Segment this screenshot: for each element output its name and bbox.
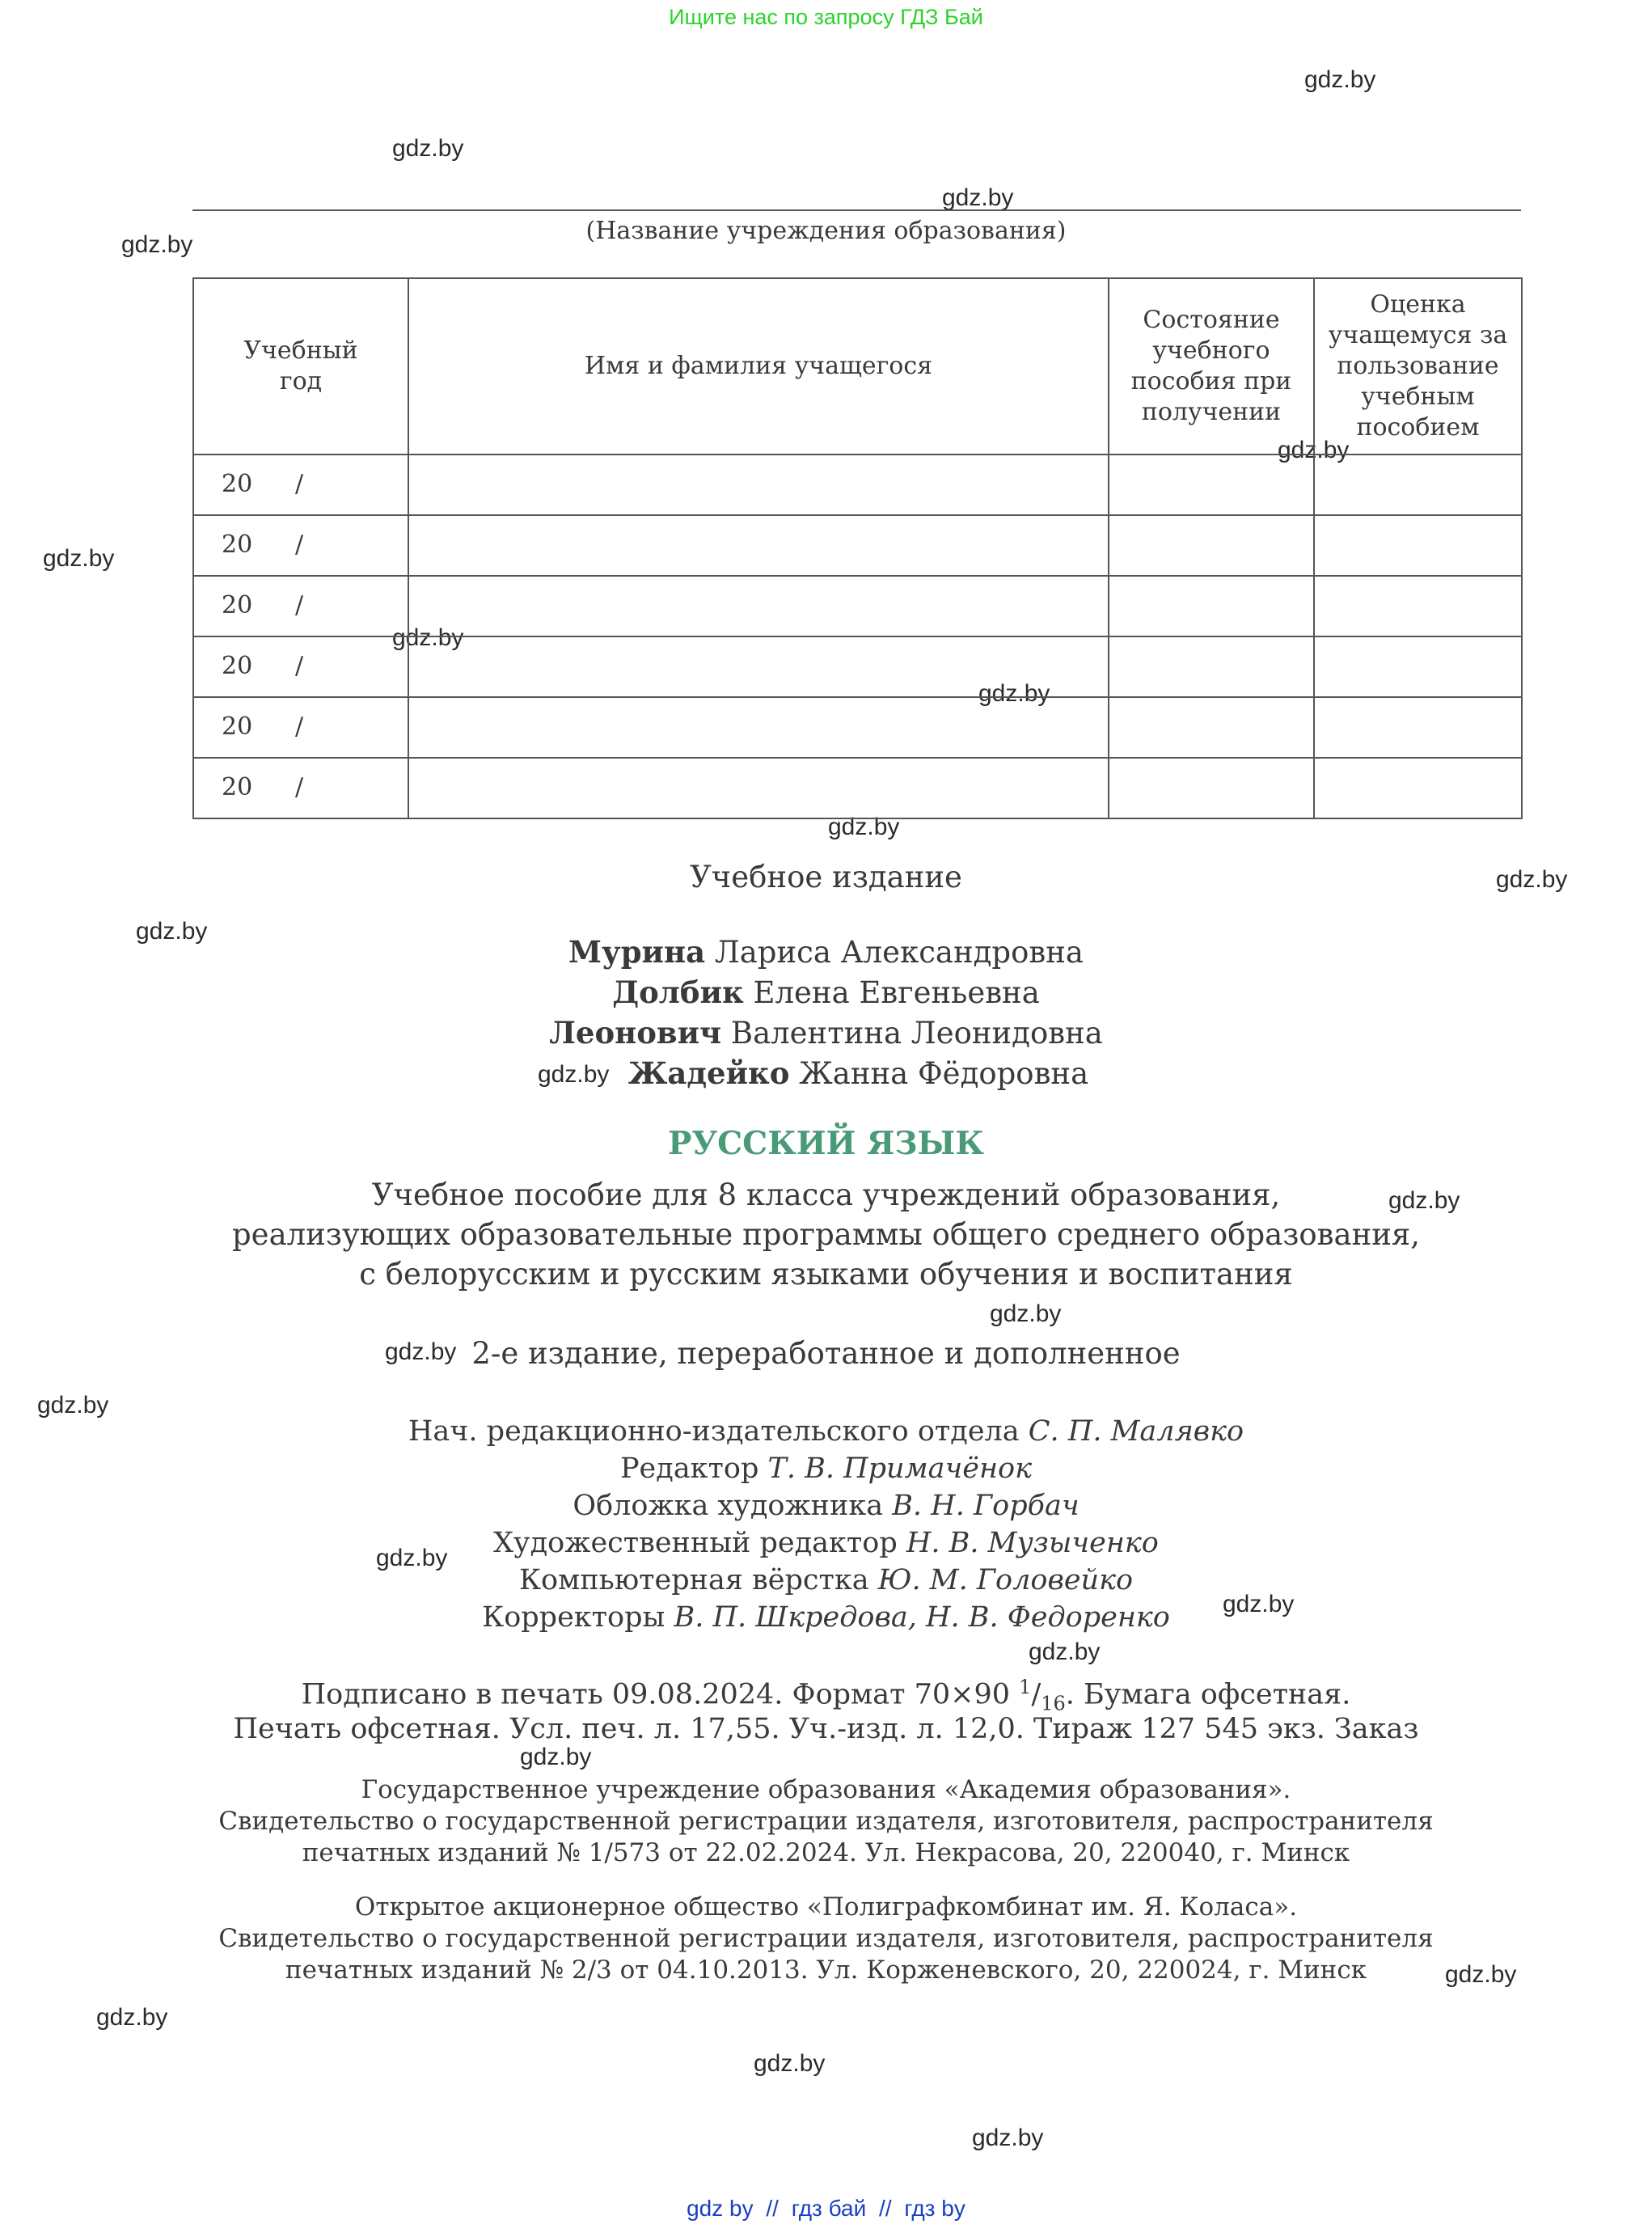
author-line: Мурина Лариса Александровна	[568, 934, 1084, 970]
credit-line: Корректоры В. П. Шкредова, Н. В. Федоренко	[482, 1601, 1170, 1634]
watermark: gdz.by	[538, 1061, 610, 1088]
watermark: gdz.by	[972, 2125, 1044, 2151]
header-school-year: Учебный год	[193, 278, 408, 455]
table-row	[193, 576, 1522, 636]
printer-line: Открытое акционерное общество «Полиграфкомбинат им. Я. Коласа».	[354, 1892, 1298, 1922]
watermark: gdz.by	[978, 680, 1050, 707]
institution-caption: (Название учреждения образования)	[585, 217, 1067, 245]
watermark: gdz.by	[136, 918, 208, 945]
watermark: gdz.by	[43, 545, 115, 572]
watermark: gdz.by	[385, 1338, 457, 1365]
watermark: gdz.by	[990, 1300, 1062, 1327]
grade-cell	[1314, 455, 1522, 515]
watermark: gdz.by	[828, 814, 900, 840]
footer-link[interactable]: gdz by	[687, 2196, 754, 2221]
printer-line: Свидетельство о государственной регистрации издателя, изготовителя, распространителя	[218, 1924, 1434, 1953]
watermark: gdz.by	[520, 1744, 592, 1770]
header-condition: Состояние учебного пособия при получении	[1109, 278, 1314, 455]
table-row	[193, 515, 1522, 576]
watermark: gdz.by	[96, 2004, 168, 2031]
name-cell	[408, 636, 1109, 697]
year-cell: 20 /	[193, 576, 408, 636]
edition-info: 2-е издание, переработанное и дополненное	[471, 1336, 1181, 1371]
table-header-row	[193, 278, 1522, 455]
description-line: реализующих образовательные программы общего среднего образования,	[232, 1217, 1420, 1252]
name-cell	[408, 455, 1109, 515]
watermark: gdz.by	[376, 1545, 448, 1571]
watermark: gdz.by	[1388, 1187, 1460, 1214]
print-info-line: Подписано в печать 09.08.2024. Формат 70×90 $^1/_{16}$. Бумага офсетная.	[301, 1676, 1351, 1715]
grade-cell	[1314, 576, 1522, 636]
year-cell: 20 /	[193, 455, 408, 515]
footer-separator: //	[879, 2196, 892, 2221]
description-line: Учебное пособие для 8 класса учреждений образования,	[371, 1178, 1281, 1212]
watermark: gdz.by	[121, 231, 193, 258]
condition-cell	[1109, 576, 1314, 636]
footer-links	[0, 2196, 1652, 2222]
edition-type: Учебное издание	[690, 860, 962, 894]
watermark: gdz.by	[1445, 1961, 1517, 1988]
footer-link[interactable]: гдз бай	[791, 2196, 867, 2221]
grade-cell	[1314, 515, 1522, 576]
author-line: Леонович Валентина Леонидовна	[549, 1015, 1103, 1051]
table-row	[193, 758, 1522, 818]
condition-cell	[1109, 515, 1314, 576]
watermark: gdz.by	[392, 624, 464, 651]
top-banner[interactable]: Ищите нас по запросу ГДЗ Бай	[669, 5, 983, 29]
watermark: gdz.by	[37, 1392, 109, 1419]
credit-line: Художественный редактор Н. В. Музыченко	[493, 1527, 1159, 1559]
watermark: gdz.by	[1223, 1591, 1295, 1617]
watermark: gdz.by	[942, 184, 1014, 211]
publisher-line: Государственное учреждение образования «Академия образования».	[361, 1775, 1291, 1804]
print-info-line: Печать офсетная. Усл. печ. л. 17,55. Уч.-изд. л. 12,0. Тираж 127 545 экз. Заказ	[233, 1713, 1419, 1745]
footer-link[interactable]: гдз by	[904, 2196, 965, 2221]
footer-separator: //	[766, 2196, 779, 2221]
textbook-usage-table	[192, 277, 1523, 819]
description-line: с белорусским и русским языками обучения и воспитания	[359, 1257, 1293, 1292]
table-row	[193, 697, 1522, 758]
watermark: gdz.by	[754, 2050, 826, 2077]
publisher-line: Свидетельство о государственной регистрации издателя, изготовителя, распространителя	[218, 1807, 1434, 1836]
printer-line: печатных изданий № 2/3 от 04.10.2013. Ул. Корженевского, 20, 220024, г. Минск	[285, 1956, 1367, 1985]
name-cell	[408, 515, 1109, 576]
credit-line: Обложка художника В. Н. Горбач	[572, 1490, 1080, 1522]
grade-cell	[1314, 636, 1522, 697]
institution-name-line	[192, 209, 1521, 211]
table-row	[193, 636, 1522, 697]
header-grade: Оценка учащемуся за пользование учебным пособием	[1314, 278, 1522, 455]
year-cell: 20 /	[193, 697, 408, 758]
book-title: РУССКИЙ ЯЗЫК	[668, 1125, 984, 1162]
header-student-name: Имя и фамилия учащегося	[408, 278, 1109, 455]
credit-line: Нач. редакционно-издательского отдела С. П. Малявко	[408, 1415, 1244, 1448]
grade-cell	[1314, 697, 1522, 758]
watermark: gdz.by	[1496, 866, 1568, 893]
grade-cell	[1314, 758, 1522, 818]
condition-cell	[1109, 455, 1314, 515]
watermark: gdz.by	[1304, 66, 1376, 93]
publisher-line: печатных изданий № 1/573 от 22.02.2024. Ул. Некрасова, 20, 220040, г. Минск	[302, 1838, 1350, 1867]
condition-cell	[1109, 697, 1314, 758]
credit-line: Редактор Т. В. Примачёнок	[620, 1452, 1032, 1485]
watermark: gdz.by	[1278, 437, 1350, 463]
name-cell	[408, 758, 1109, 818]
author-line: Жадейко Жанна Фёдоровна	[627, 1055, 1089, 1091]
year-cell: 20 /	[193, 758, 408, 818]
year-cell: 20 /	[193, 515, 408, 576]
watermark: gdz.by	[392, 135, 464, 162]
author-line: Долбик Елена Евгеньевна	[612, 975, 1040, 1010]
name-cell	[408, 697, 1109, 758]
table-row	[193, 455, 1522, 515]
credit-line: Компьютерная вёрстка Ю. М. Головейко	[518, 1564, 1134, 1596]
condition-cell	[1109, 636, 1314, 697]
year-cell: 20 /	[193, 636, 408, 697]
name-cell	[408, 576, 1109, 636]
condition-cell	[1109, 758, 1314, 818]
watermark: gdz.by	[1029, 1638, 1101, 1665]
